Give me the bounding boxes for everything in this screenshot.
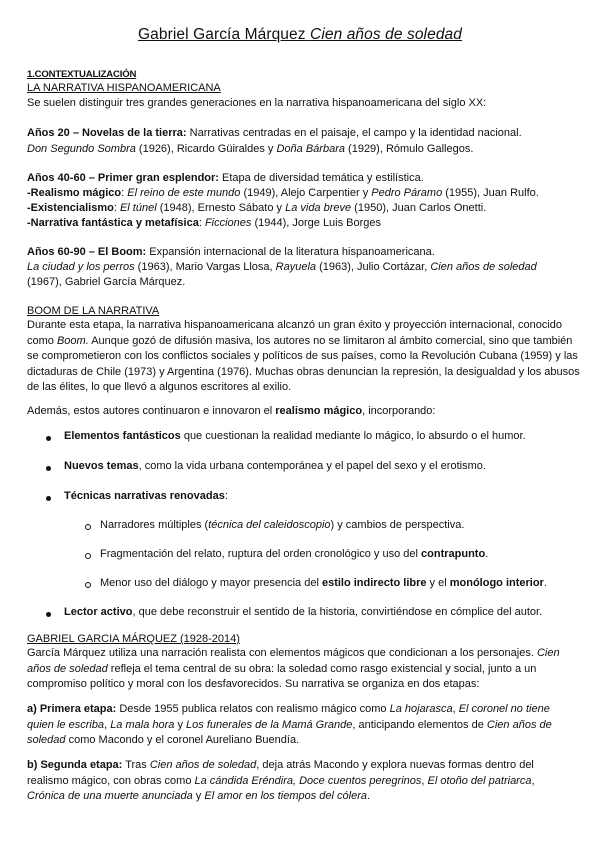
generation-2: Años 40-60 – Primer gran esplendor: Etapa de diversidad temática y estilística. (27, 172, 424, 184)
generation-1-works: Don Segundo Sombra (1926), Ricardo Güiraldes y Doña Bárbara (1929), Rómulo Gallegos. (27, 143, 474, 155)
bullet-icon (46, 436, 51, 441)
generation-3-works-cont: (1967), Gabriel García Márquez. (27, 276, 186, 288)
garcia-marquez-paragraph: García Márquez utiliza una narración realista con elementos mágicos que condicionan a los personajes. Cien años de soledad refleja el tema central de su obra: la soledad como rasgo existencial y social, junto a un compromiso político y moral con los desfavorecidos. Su narrativa se organiza en dos etapas: (27, 647, 560, 690)
subheading-narrativa: LA NARRATIVA HISPANOAMERICANA (27, 82, 221, 94)
boom-paragraph-2: Además, estos autores continuaron e innovaron el realismo mágico, incorporando: (27, 405, 436, 417)
bullet-tecnicas-narrativas: Técnicas narrativas renovadas: (64, 490, 228, 502)
subheading-garcia-marquez: GABRIEL GARCIA MÁRQUEZ (1928-2014) (27, 633, 240, 645)
sub-bullet-fragmentacion: Fragmentación del relato, ruptura del orden cronológico y uso del contrapunto. (100, 548, 489, 560)
page-title: Gabriel García Márquez Cien años de soledad (138, 26, 462, 43)
sub-bullet-icon (85, 582, 91, 588)
sub-bullet-dialogo: Menor uso del diálogo y mayor presencia del estilo indirecto libre y el monólogo interior. (100, 577, 547, 589)
bullet-icon (46, 466, 51, 471)
intro-text: Se suelen distinguir tres grandes generaciones en la narrativa hispanoamericana del siglo XX: (27, 97, 487, 109)
existencialismo-line: -Existencialismo: El túnel (1948), Ernesto Sábato y La vida breve (1950), Juan Carlos Onetti. (27, 202, 487, 214)
generation-3-works: La ciudad y los perros (1963), Mario Vargas Llosa, Rayuela (1963), Julio Cortázar, Cien años de soledad (27, 261, 537, 273)
bullet-lector-activo: Lector activo, que debe reconstruir el sentido de la historia, convirtiéndose en cómplice del autor. (64, 606, 543, 618)
realismo-magico-line: -Realismo mágico: El reino de este mundo (1949), Alejo Carpentier y Pedro Páramo (1955), Juan Rulfo. (27, 187, 539, 199)
bullet-icon (46, 612, 51, 617)
primera-etapa: a) Primera etapa: Desde 1955 publica relatos con realismo mágico como La hojarasca, El coronel no tiene quien le escriba, La mala hora y Los funerales de la Mamá Grande, anticipando elementos de Cien años de soledad como Macondo y el coronel Aureliano Buendía. (27, 703, 552, 746)
subheading-boom: BOOM DE LA NARRATIVA (27, 305, 160, 317)
sub-bullet-icon (85, 553, 91, 559)
sub-bullet-icon (85, 524, 91, 530)
bullet-elementos-fantasticos: Elementos fantásticos que cuestionan la realidad mediante lo mágico, lo absurdo o el humor. (64, 430, 526, 442)
boom-paragraph: Durante esta etapa, la narrativa hispanoamericana alcanzó un gran éxito y proyección internacional, conocido como Boom. Aunque gozó de difusión masiva, los autores no se limitaron al ámbito comercial, sino que también se comprometieron con los conflictos sociales y políticos de sus países, como la Revolución Cubana (1959) y las dictaduras de Chile (1973) y Argentina (1976). Muchas obras denuncian la represión, la desigualdad y los abusos de las élites, lo que llevó a algunos escritores al exilio. (27, 319, 580, 393)
section-heading-contextualizacion: 1.CONTEXTUALIZACIÓN (27, 69, 137, 80)
generation-3: Años 60-90 – El Boom: Expansión internacional de la literatura hispanoamericana. (27, 246, 435, 258)
bullet-icon (46, 496, 51, 501)
narrativa-fantastica-line: -Narrativa fantástica y metafísica: Ficciones (1944), Jorge Luis Borges (27, 217, 382, 229)
segunda-etapa: b) Segunda etapa: Tras Cien años de soledad, deja atrás Macondo y explora nuevas formas dentro del realismo mágico, con obras como La cándida Eréndira, Doce cuentos peregrinos, El otoño del patriarca, Crónica de una muerte anunciada y El amor en los tiempos del cólera. (27, 759, 535, 802)
sub-bullet-narradores: Narradores múltiples (técnica del caleidoscopio) y cambios de perspectiva. (100, 519, 465, 531)
bullet-nuevos-temas: Nuevos temas, como la vida urbana contemporánea y el papel del sexo y el erotismo. (64, 460, 486, 472)
generation-1: Años 20 – Novelas de la tierra: Narrativas centradas en el paisaje, el campo y la identidad nacional. (27, 127, 522, 139)
